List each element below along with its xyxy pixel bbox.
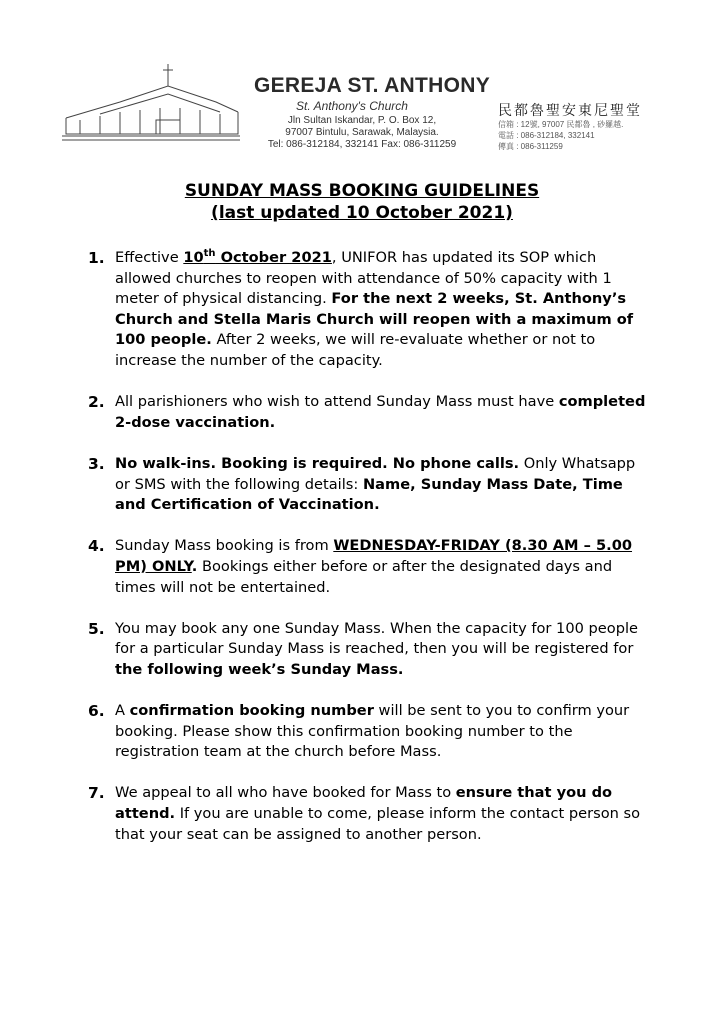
guideline-item: [88, 619, 648, 681]
guideline-number: 1.: [88, 249, 105, 267]
guideline-bold-text: the following week’s Sunday Mass.: [115, 660, 404, 678]
guideline-item: [88, 783, 648, 845]
heading-updated: (last updated 10 October 2021): [211, 203, 513, 223]
guideline-item: [88, 701, 648, 763]
church-subtitle: St. Anthony's Church: [296, 99, 408, 113]
chinese-church-name: 民都魯聖安東尼聖堂: [498, 103, 642, 119]
chinese-detail-line: 信箱 : 12號, 97007 民都魯 , 砂羅越.: [498, 120, 624, 129]
guideline-item: [88, 536, 648, 598]
church-address: [262, 115, 462, 151]
guideline-bold-text: Name, Sunday Mass Date, Time and Certification of Vaccination.: [115, 475, 623, 514]
guideline-number: 2.: [88, 393, 105, 412]
guideline-item: [88, 392, 648, 433]
guideline-number: 7.: [88, 784, 105, 803]
guideline-bold-text: .: [191, 557, 198, 575]
heading-title: SUNDAY MASS BOOKING GUIDELINES: [184, 181, 540, 201]
document-heading: [0, 180, 724, 224]
guideline-text: After 2 weeks, we will re-evaluate whether or not to increase the number of the capacity.: [115, 331, 596, 369]
guidelines-list: [88, 248, 648, 866]
guideline-number: 6.: [88, 702, 105, 721]
guideline-bold-text: completed 2-dose vaccination.: [115, 393, 646, 431]
guideline-text: will be sent to you to confirm your booking. Please show this confirmation booking number to the registration team at the church before Mass.: [115, 702, 630, 761]
guideline-bold-text: ensure that you do attend.: [115, 784, 613, 823]
chinese-contact-details: [498, 119, 698, 152]
guideline-item: [88, 454, 648, 516]
church-name: GEREJA ST. ANTHONY: [253, 74, 491, 97]
guideline-number: 3.: [88, 454, 105, 473]
guideline-text: Sunday Mass booking is from: [115, 537, 334, 555]
chinese-detail-line: 傳真 : 086-311259: [498, 142, 563, 151]
guideline-text: Effective: [115, 249, 184, 266]
chinese-detail-line: 電話 : 086-312184, 332141: [498, 131, 595, 140]
guideline-bold-text: No walk-ins. Booking is required. No phone calls.: [115, 454, 520, 472]
guideline-text: , UNIFOR has updated its SOP which allowed churches to reopen with attendance of 50% capacity with 1 meter of physical distancing.: [115, 249, 612, 308]
guideline-text: A: [115, 702, 130, 720]
guideline-item: [88, 248, 648, 372]
booking-window: WEDNESDAY-FRIDAY (8.30 AM – 5.00 PM) ONLY: [115, 537, 633, 575]
contact-line: Tel: 086-312184, 332141 Fax: 086-311259: [267, 139, 457, 150]
guideline-text: Only Whatsapp or SMS with the following details:: [115, 454, 636, 493]
date-rest: October 2021: [215, 249, 332, 266]
guideline-bold-text: For the next 2 weeks, St. Anthony’s Church and Stella Maris Church will reopen with a maximum of 100 people.: [115, 290, 634, 349]
address-line-2: 97007 Bintulu, Sarawak, Malaysia.: [285, 127, 439, 138]
effective-date: [183, 249, 332, 266]
guideline-text: You may book any one Sunday Mass. When the capacity for 100 people for a particular Sunday Mass is reached, then you will be registered for: [115, 619, 639, 658]
guideline-text: All parishioners who wish to attend Sunday Mass must have: [115, 393, 559, 411]
guideline-bold-text: confirmation booking number: [129, 702, 374, 720]
guideline-text: We appeal to all who have booked for Mass to: [115, 784, 456, 802]
guideline-number: 5.: [88, 619, 105, 638]
church-building-drawing: [60, 60, 242, 150]
guideline-number: 4.: [88, 537, 105, 556]
date-day: 10: [183, 249, 204, 266]
guideline-text: Bookings either before or after the designated days and times will not be entertained.: [115, 557, 613, 596]
address-line-1: Jln Sultan Iskandar, P. O. Box 12,: [287, 115, 437, 126]
guideline-text: If you are unable to come, please inform the contact person so that your seat can be assigned to another person.: [115, 805, 641, 843]
date-suffix: th: [203, 248, 216, 260]
